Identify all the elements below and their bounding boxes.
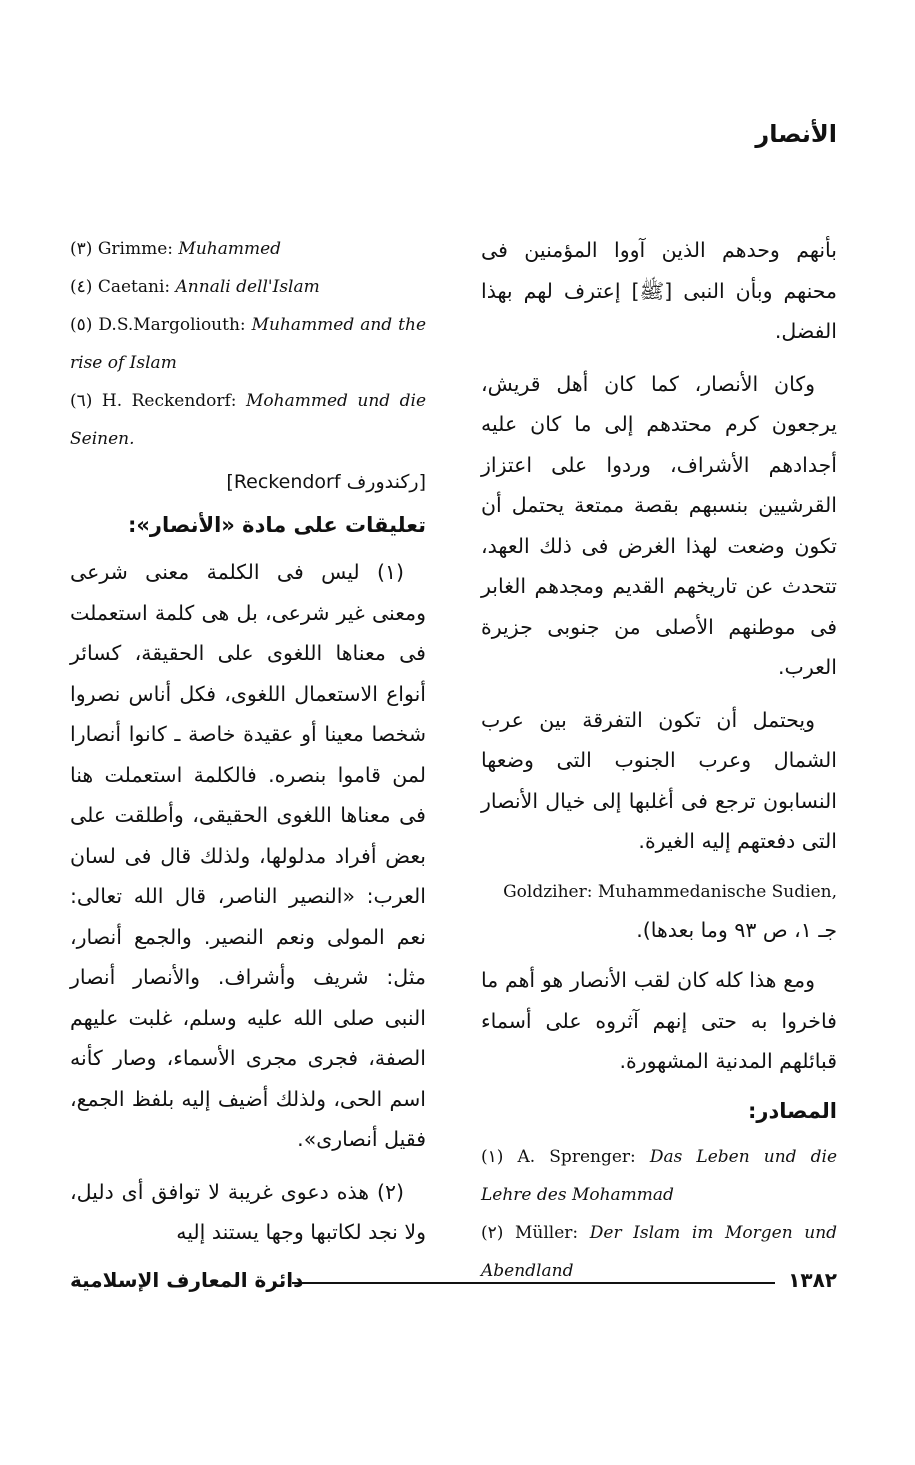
paragraph: وكان الأنصار، كما كان أهل قريش، يرجعون كرم محتدهم إلى ما كان عليه أجدادهم الأشراف، وردوا على اعتزاز القرشيين بنسبهم بقصة ممتعة يحتمل أن تكون وضعت لهذا الغرض فى ذلك العهد، تتحدث عن تاريخهم القديم ومجدهم الغابر فى موطنهم الأصلى من جنوبى جزيرة العرب. [481, 371, 837, 679]
right-column [481, 230, 837, 1290]
running-head: الأنصار [755, 120, 837, 148]
reference-arabic: جـ ١، ص ٩٣ وما بعدها). [636, 917, 837, 942]
source-author: A. Sprenger: [517, 1146, 636, 1167]
source-entry [70, 230, 426, 268]
source-author: Müller: [515, 1222, 579, 1243]
comment-paragraph: (٢) هذه دعوى غريبة لا توافق أى دليل، ولا نجد لكاتبها وجها يستند إليه [70, 1179, 426, 1244]
sources-heading: المصادر: [747, 1098, 837, 1123]
source-author: D.S.Margoliouth: [98, 315, 246, 335]
source-entry [70, 306, 426, 382]
source-author: H. Reckendorf: [101, 391, 237, 411]
source-number: (٢) [481, 1222, 504, 1243]
left-column [70, 230, 426, 1265]
source-number: (١) [481, 1146, 504, 1167]
source-number: (٣) [70, 239, 93, 259]
page-footer [70, 1268, 837, 1298]
source-title: Annali dell'Islam [175, 277, 320, 297]
paragraph: ومع هذا كله كان لقب الأنصار هو أهم ما فاخروا به حتى إنهم آثروه على أسماء قبائلهم المدنية المشهورة. [481, 968, 837, 1073]
footer-rule [292, 1282, 775, 1284]
source-title: Der Islam im Morgen und Abendland [481, 1222, 838, 1281]
source-title: Das Leben und die Lehre des Mohammad [481, 1146, 838, 1205]
source-entry [70, 268, 426, 306]
paragraph: بأنهم وحدهم الذين آووا المؤمنين فى محنهم وبأن النبى [ﷺ] إعترف لهم بهذا الفضل. [481, 238, 837, 343]
source-author: Grimme: [97, 239, 173, 259]
reference-latin: Goldziher: Muhammedanische Sudien, [503, 881, 837, 902]
source-entry [70, 382, 426, 458]
source-title: Mohammed und die Seinen. [70, 391, 427, 449]
source-number: (٦) [70, 391, 93, 411]
publication-name: دائرة المعارف الإسلامية [70, 1268, 304, 1292]
comments-heading: تعليقات على مادة «الأنصار»: [127, 513, 426, 537]
comment-paragraph: (١) ليس فى الكلمة معنى شرعى ومعنى غير شرعى، بل هى كلمة استعملت فى معناها اللغوى على الحقيقة، كسائر أنواع الاستعمال اللغوى، فكل أناس نصروا شخصا معينا أو عقيدة خاصة ـ كانوا أنصارا لمن قاموا بنصره. فالكلمة استعملت هنا فى معناها اللغوى الحقيقى، وأطلقت على بعض أفراد مدلولها، ولذلك قال فى لسان العرب: «النصير الناصر، قال الله تعالى: نعم المولى ونعم النصير. والجمع أنصار، مثل: شريف وأشراف. والأنصار أنصار النبى صلى الله عليه وسلم، غلبت عليهم الصفة، فجرى مجرى الأسماء، وصار كأنه اسم الحى، ولذلك أضيف إليه بلفظ الجمع، فقيل أنصارى». [70, 560, 426, 1151]
source-title: Muhammed and the rise of Islam [70, 315, 427, 373]
source-title: Muhammed [178, 239, 282, 259]
author-signature: [ركندورف Reckendorf] [226, 471, 426, 493]
page-number: ١٣٨٢ [788, 1268, 837, 1292]
source-author: Caetani: [97, 277, 171, 297]
source-number: (٤) [70, 277, 93, 297]
paragraph: ويحتمل أن تكون التفرقة بين عرب الشمال وعرب الجنوب التى وضعها النسابون ترجع فى أغلبها إلى خيال الأنصار التى دفعتهم إليه الغيرة. [481, 707, 837, 853]
source-number: (٥) [70, 315, 93, 335]
source-entry [481, 1138, 837, 1214]
